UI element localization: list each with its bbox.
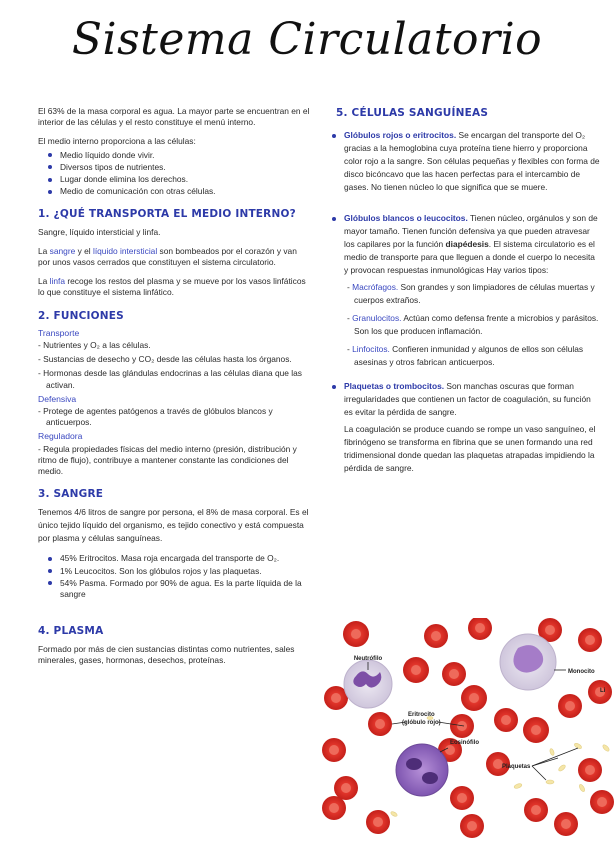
granulocitos-term: Granulocitos. <box>352 313 402 324</box>
list-item: 45% Eritrocitos. Masa roja encargada del transporte de O₂. <box>48 553 310 564</box>
funcion-item: - Nutrientes y O₂ a las células. <box>38 340 151 351</box>
list-item: Diversos tipos de nutrientes. <box>48 162 310 173</box>
section-heading-5: 5. CÉLULAS SANGUÍNEAS <box>336 107 489 119</box>
blood-cells-figure <box>322 618 614 840</box>
linfocitos-item: - Linfocitos. Confieren inmunidad y algunos de ellos son células asesinas y otros fabrican anticuerpos. <box>347 344 584 367</box>
funcion-item: - Hormonas desde las glándulas endocrinas a las células diana que las activan. <box>38 368 302 390</box>
s4-paragraph: Formado por más de cien sustancias distintas como nutrientes, sales minerales, gases, hormonas, desechos, proteínas. <box>38 643 295 665</box>
label-eritrocito: Eritrocito <box>408 712 435 718</box>
intro-list <box>48 150 310 198</box>
globulos-blancos-term: Glóbulos blancos o leucocitos. <box>344 213 468 224</box>
list-item: Medio líquido donde vivir. <box>48 150 310 161</box>
coagulacion-paragraph: La coagulación se produce cuando se rompe un vaso sanguíneo, el fibrinógeno se transforma en fibrina que se unen formando una red tridimensional donde quedan las plaquetas atrapadas impidiendo la pérdida de sangre. <box>344 424 596 474</box>
globulos-blancos-item: Glóbulos blancos o leucocitos. Tienen núcleo, orgánulos y son de mayor tamaño. Tienen función defensiva ya que pueden atravesar los capilares por la función diapédesis. El sistema circulatorio es el medio de transporte para que lleguen a donde el cuerpo lo necesita y provocan respuestas inmunológicas Hay varios tipos: <box>332 212 600 277</box>
macrofagos-term: Macrófagos. <box>352 282 399 293</box>
section-heading-1: 1. ¿QUÉ TRANSPORTA EL MEDIO INTERNO? <box>38 208 296 221</box>
list-item: Medio de comunicación con otras células. <box>48 186 310 197</box>
subheading-defensiva: Defensiva <box>38 393 77 404</box>
label-monocito: Monocito <box>568 669 595 675</box>
label-eosinofilo: Eosinófilo <box>450 740 479 746</box>
macrofagos-item: - Macrófagos. Son grandes y son limpiadores de células muertas y cuerpos extraños. <box>347 282 595 305</box>
plaquetas-term: Plaquetas o trombocitos. <box>344 381 445 392</box>
funcion-item: - Regula propiedades físicas del medio interno (presión, distribución y ritmo de flujo), contribuye a mantener constante las condiciones del medio. <box>38 443 297 477</box>
left-column <box>38 106 310 674</box>
subheading-reguladora: Reguladora <box>38 431 83 442</box>
funcion-item: - Protege de agentes patógenos a través de glóbulos blancos y anticuerpos. <box>38 406 273 428</box>
page-title: Sistema Circulatorio <box>71 14 543 65</box>
list-item: 54% Pasma. Formado por 90% de agua. Es la parte líquida de la sangre <box>48 578 310 600</box>
liquido-term: líquido intersticial <box>92 245 158 256</box>
s1-paragraph-3: La linfa recoge los restos del plasma y se mueve por los vasos linfáticos lo que constituye el sistema linfático. <box>38 276 306 298</box>
linfocitos-term: Linfocitos. <box>352 344 390 355</box>
sangre-list <box>48 553 310 600</box>
globulos-rojos-item: Glóbulos rojos o eritrocitos. Se encargan del transporte del O₂ gracias a la hemoglobina cuya proteína tiene hierro y proporciona color rojo a la sangre. Son células pequeñas y flexibles con forma de disco bicóncavo que las hacen perfectas para el intercambio de gases. No tienen núcleo lo que significa que se muere. <box>332 129 600 194</box>
funcion-item: - Sustancias de desecho y CO₂ desde las células hasta los órganos. <box>38 354 292 365</box>
monocyte-cell <box>500 634 556 690</box>
globulos-rojos-term: Glóbulos rojos o eritrocitos. <box>344 130 457 141</box>
label-neutrofilo: Neutrófilo <box>353 656 383 662</box>
subheading-transporte: Transporte <box>38 327 80 338</box>
red-blood-cells <box>322 618 614 838</box>
intro-paragraph: El 63% de la masa corporal es agua. La mayor parte se encuentran en el interior de las células y el resto constituye el menú interno. <box>38 106 310 128</box>
label-globulo-rojo: (glóbulo rojo) <box>402 720 441 726</box>
list-item: 1% Leucocitos. Son los glóbulos rojos y las plaquetas. <box>48 566 310 577</box>
s3-paragraph: Tenemos 4/6 litros de sangre por persona, el 8% de masa corporal. Es el único tejido líquido del organismo, es tejido conectivo y está compuesta por plasma y células sanguíneas. <box>38 507 309 544</box>
granulocitos-item: - Granulocitos. Actúan como defensa frente a microbios y parásitos. Son los que producen inflamación. <box>347 313 599 336</box>
plaquetas-item: Plaquetas o trombocitos. Son manchas oscuras que forman irregularidades que contienen un factor de coagulación, su función es evitar la pérdida de sangre. <box>332 380 600 419</box>
right-column <box>332 108 600 475</box>
section-heading-2: 2. FUNCIONES <box>38 309 124 322</box>
diapedesis-term: diapédesis <box>445 239 489 250</box>
label-cut: Li <box>600 688 606 694</box>
section-heading-4: 4. PLASMA <box>38 625 104 638</box>
list-item: Lugar donde elimina los derechos. <box>48 174 310 185</box>
sangre-term: sangre <box>49 245 76 256</box>
section-heading-3: 3. SANGRE <box>38 488 104 501</box>
s1-paragraph-1: Sangre, líquido intersticial y linfa. <box>38 226 161 237</box>
s1-paragraph-2: La sangre y el líquido intersticial son bombeados por el corazón y van por unos vasos cerrados que constituyen el sistema circulatorio. <box>38 245 297 268</box>
intro-paragraph-2: El medio interno proporciona a las células: <box>38 136 196 147</box>
linfa-term: linfa <box>49 276 66 287</box>
label-plaquetas: Plaquetas <box>502 764 531 770</box>
